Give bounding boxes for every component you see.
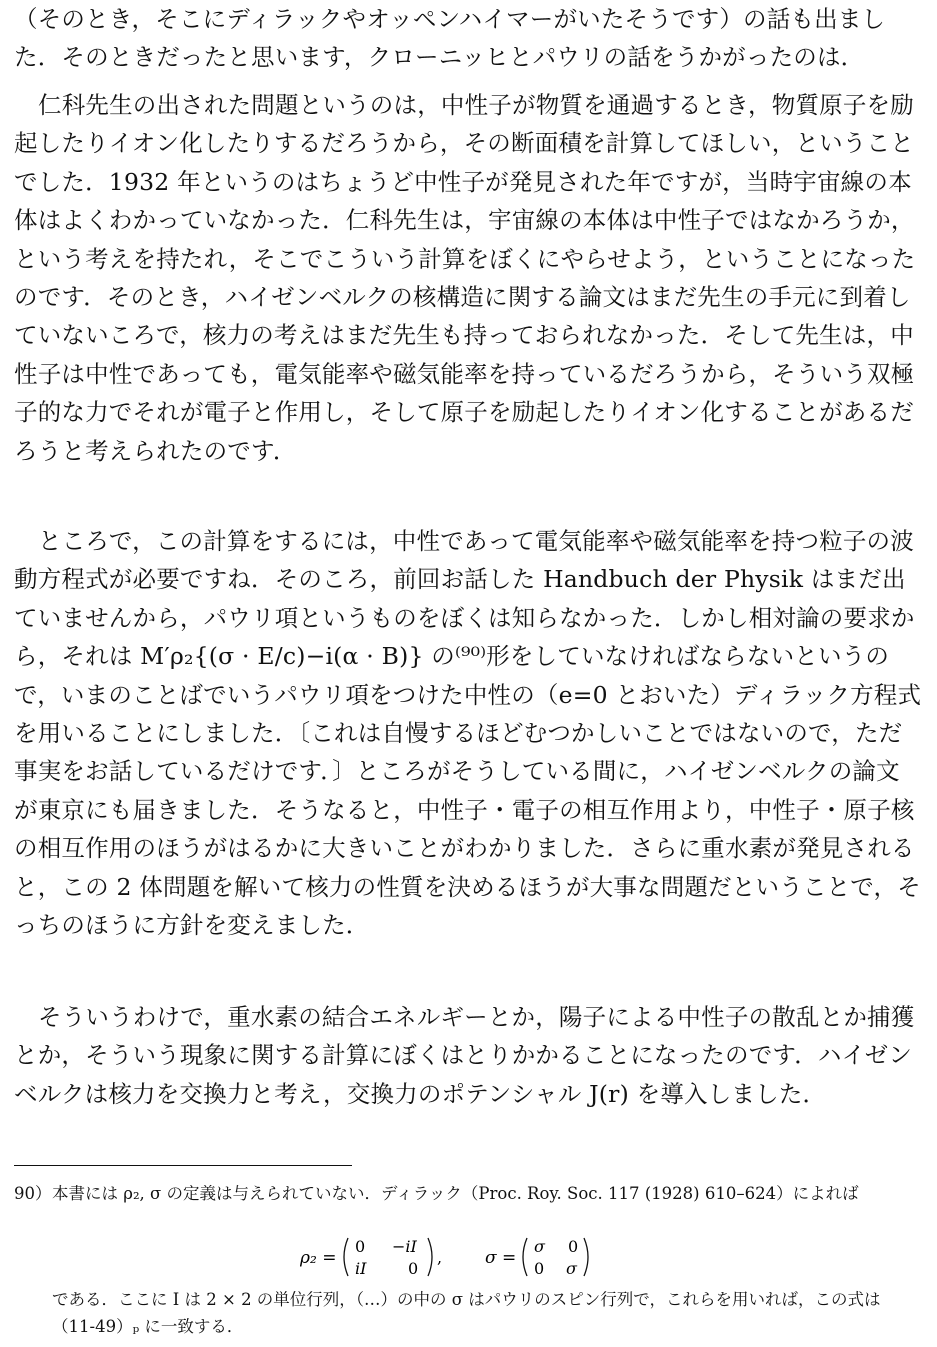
- footnote-text-1: 本書には ρ₂, σ の定義は与えられていない．ディラック（Proc. Roy. Soc. 117 (1928) 610–624）によれば: [52, 1184, 859, 1203]
- svg-text:iI: iI: [355, 1259, 367, 1278]
- footnote-text-2: である．ここに I は 2 × 2 の単位行列，（…）の中の σ はパウリのスピン行列で，これらを用いれば，この式は（11-49）ₚ に一致する．: [52, 1290, 881, 1336]
- paragraph-2: 仁科先生の出された問題というのは，中性子が物質を通過するとき，物質原子を励起したりイオン化したりするだろうから，その断面積を計算してほしい，ということでした．1932 年というのはちょうど中性子が発見された年ですが，当時宇宙線の本体はよくわかっていなかった．仁科先生は，宇宙線の本体は中性子ではなかろうか，という考えを持たれ，そこでこういう計算をぼくにやらせよう，ということになったのです．そのとき，ハイゼンベルクの核構造に関する論文はまだ先生の手元に到着していないころで，核力の考えはまだ先生も持っておられなかった．そして先生は，中性子は中性であっても，電気能率や磁気能率を持っているだろうから，そういう双極子的な力でそれが電子と作用し，そして原子を励起したりイオン化することがあるだろうと考えられたのです．: [14, 91, 916, 465]
- svg-text:0: 0: [534, 1259, 545, 1278]
- footnote-rule: [14, 1165, 352, 1166]
- svg-text:σ =: σ =: [485, 1248, 517, 1268]
- svg-text:σ: σ: [566, 1259, 577, 1278]
- svg-text:,: ,: [437, 1248, 443, 1267]
- svg-text:0: 0: [568, 1237, 579, 1256]
- footnote-number: 90）: [14, 1184, 52, 1203]
- paragraph-1: （そのとき，そこにディラックやオッペンハイマーがいたそうです）の話も出ました．そのときだったと思います，クローニッヒとパウリの話をうかがったのは．: [14, 5, 886, 72]
- paragraph-3: ところで，この計算をするには，中性であって電気能率や磁気能率を持つ粒子の波動方程式が必要ですね．そのころ，前回お話した Handbuch der Physik はまだ出ていませんから，パウリ項というものをぼくは知らなかった．しかし相対論の要求から，それは M′ρ₂{(σ · E/c)−i(α · B)} の⁽⁹⁰⁾形をしていなければならないというので，いまのことばでいうパウリ項をつけた中性の（e=0 とおいた）ディラック方程式を用いることにしました．〔これは自慢するほどむつかしいことではないので，ただ事実をお話しているだけです．〕ところがそうしている間に，ハイゼンベルクの論文が東京にも届きました．そうなると，中性子・電子の相互作用より，中性子・原子核の相互作用のほうがはるかに大きいことがわかりました．さらに重水素が発見されると，この 2 体問題を解いて核力の性質を決めるほうが大事な問題だということで，そっちのほうに方針を変えました．: [14, 527, 922, 940]
- svg-text:ρ₂ =: ρ₂ =: [300, 1248, 337, 1268]
- footnote-formula: [300, 1232, 620, 1282]
- paragraph-4: そういうわけで，重水素の結合エネルギーとか，陽子による中性子の散乱とか捕獲とか，そういう現象に関する計算にぼくはとりかかることになったのです．ハイゼンベルクは核力を交換力と考え，交換力のポテンシャル J(r) を導入しました．: [14, 1003, 915, 1108]
- svg-text:σ: σ: [534, 1237, 545, 1256]
- svg-text:0: 0: [408, 1259, 419, 1278]
- svg-text:−iI: −iI: [392, 1237, 417, 1256]
- svg-text:0: 0: [355, 1237, 366, 1256]
